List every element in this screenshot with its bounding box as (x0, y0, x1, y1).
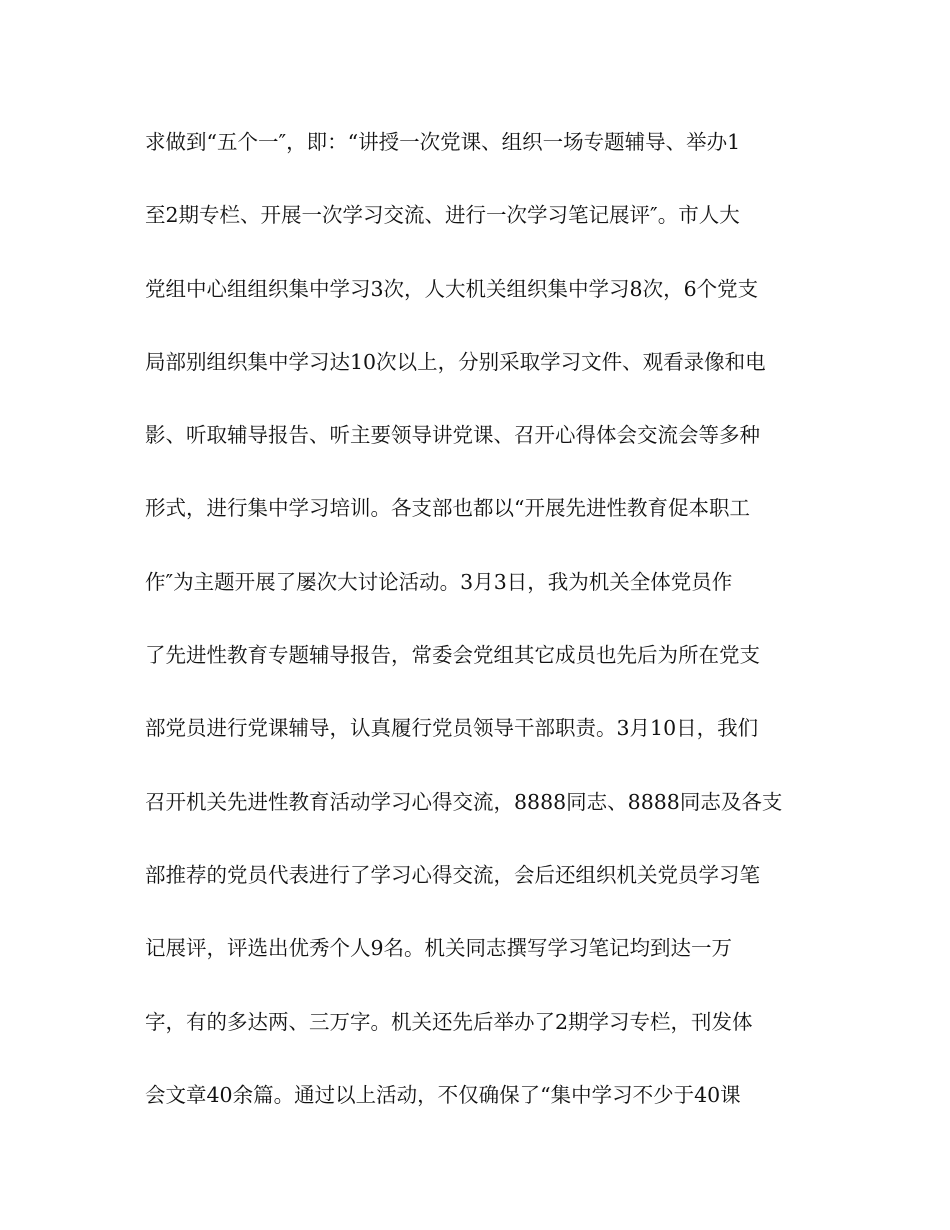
text-line: 形式，进行集中学习培训。各支部也都以“开展先进性教育促本职工 (145, 496, 750, 521)
text-line: 部推荐的党员代表进行了学习心得交流，会后还组织机关党员学习笔 (145, 862, 760, 887)
text-line: 字，有的多达两、三万字。机关还先后举办了2期学习专栏，刊发体 (145, 1009, 753, 1034)
text-line: 作″为主题开展了屡次大讨论活动。3月3日，我为机关全体党员作 (145, 569, 733, 594)
text-line: 影、听取辅导报告、听主要领导讲党课、召开心得体会交流会等多种 (145, 423, 760, 448)
text-line: 部党员进行党课辅导，认真履行党员领导干部职责。3月10日，我们 (145, 716, 759, 741)
text-line: 求做到“五个一″，即：“讲授一次党课、组织一场专题辅导、举办1 (145, 130, 741, 154)
text-line: 会文章40余篇。通过以上活动，不仅确保了“集中学习不少于40课 (145, 1082, 741, 1107)
text-line: 至2期专栏、开展一次学习交流、进行一次学习笔记展评″。市人大 (145, 203, 740, 228)
text-line: 局部别组织集中学习达10次以上，分别采取学习文件、观看录像和电 (145, 349, 766, 374)
text-line: 了先进性教育专题辅导报告，常委会党组其它成员也先后为所在党支 (145, 643, 760, 668)
text-line: 召开机关先进性教育活动学习心得交流，8888同志、8888同志及各支 (145, 789, 783, 814)
text-line: 记展评，评选出优秀个人9名。机关同志撰写学习笔记均到达一万 (145, 936, 733, 961)
text-line: 党组中心组组织集中学习3次，人大机关组织集中学习8次，6个党支 (145, 276, 759, 301)
body-text (145, 122, 825, 1148)
